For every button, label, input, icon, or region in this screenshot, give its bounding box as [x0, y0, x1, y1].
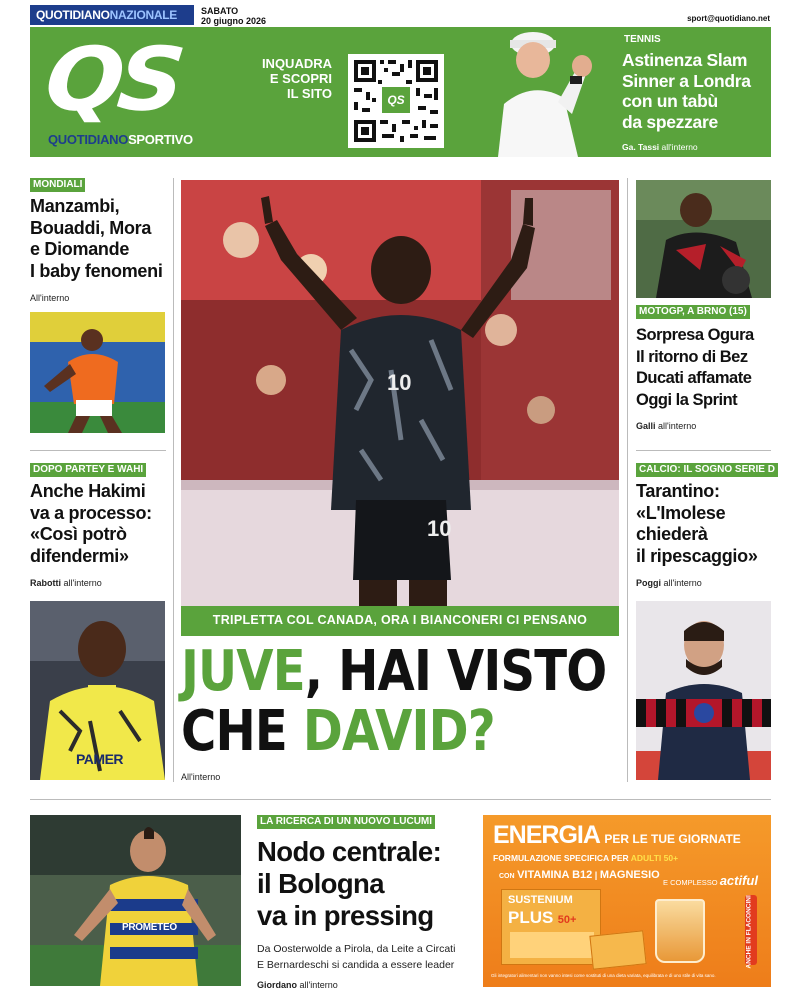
- main-banner-text: TRIPLETTA COL CANADA, ORA I BIANCONERI CI PENSANO: [212, 613, 588, 627]
- hakimi-photo: [30, 601, 165, 780]
- ad-complesso: E COMPLESSO actiful: [663, 873, 758, 888]
- hakimi-jersey-sponsor: PAMER: [76, 751, 124, 767]
- bologna-credit: Giordano all'interno: [257, 980, 338, 990]
- sinner-photo: [478, 14, 602, 157]
- hakimi-kicker: DOPO PARTEY E WAHI: [30, 463, 146, 477]
- ad-product-box: [501, 889, 601, 965]
- main-credit: All'interno: [181, 772, 221, 782]
- motogp-headline[interactable]: Sorpresa Ogura Il ritorno di Bez Ducati affamate Oggi la Sprint: [636, 326, 754, 409]
- mondiali-credit: All'interno: [30, 293, 70, 303]
- ad-product-plus: PLUS 50+: [508, 908, 577, 927]
- qs-logo-text: QS: [40, 28, 184, 131]
- bologna-headline[interactable]: Nodo centrale: il Bologna va in pressing: [257, 836, 442, 931]
- ad-product-name: SUSTENIUM: [508, 894, 573, 906]
- main-headline[interactable]: [181, 639, 607, 764]
- qr-prompt: INQUADRA E SCOPRI IL SITO: [261, 56, 332, 101]
- hakimi-headline[interactable]: Anche Hakimi va a processo: «Così potrò difendermi»: [30, 481, 152, 566]
- qr-center-logo: QS: [387, 93, 405, 107]
- main-headline-line2: CHE DAVID?: [181, 699, 495, 764]
- serie-d-credit: Poggi all'interno: [636, 578, 702, 588]
- tennis-headline[interactable]: Astinenza Slam Sinner a Londra con un tabù da spezzare: [622, 50, 751, 132]
- right-divider-1: [636, 450, 771, 451]
- mondiali-headline[interactable]: Manzambi, Bouaddi, Mora e Diomande I baby fenomeni: [30, 196, 163, 281]
- tennis-credit: Ga. Tassi all'interno: [622, 142, 698, 152]
- motogp-kicker: MOTOGP, A BRNO (15): [636, 305, 750, 319]
- ad-sachet: [589, 930, 646, 969]
- mondiali-photo: [30, 312, 165, 433]
- ad-subtitle: FORMULAZIONE SPECIFICA PER ADULTI 50+: [493, 853, 679, 863]
- logo-subtitle: QUOTIDIANOSPORTIVO: [48, 132, 193, 147]
- serie-d-headline[interactable]: Tarantino: «L'Imolese chiederà il ripescaggio»: [636, 481, 758, 566]
- issue-date: 20 giugno 2026: [201, 16, 267, 26]
- bologna-jersey-sponsor: PROMETEO: [122, 922, 177, 933]
- left-divider-1: [30, 450, 166, 451]
- main-headline-line1: JUVE, HAI VISTO: [181, 639, 607, 704]
- bologna-kicker: LA RICERCA DI UN NUOVO LUCUMI: [257, 815, 435, 829]
- jersey-number: 10: [387, 370, 412, 395]
- sustenium-ad[interactable]: [483, 815, 771, 987]
- contact-email[interactable]: sport@quotidiano.net: [687, 14, 770, 23]
- shorts-number: 10: [427, 516, 452, 541]
- ad-ingredients: CON VITAMINA B12 | MAGNESIO: [499, 869, 660, 881]
- mondiali-kicker: MONDIALI: [30, 178, 85, 192]
- david-photo: [181, 180, 619, 606]
- right-column-rule: [627, 178, 628, 782]
- tennis-kicker: TENNIS: [624, 34, 661, 45]
- hakimi-credit: Rabotti all'interno: [30, 578, 102, 588]
- serie-d-kicker: CALCIO: IL SOGNO SERIE D: [636, 463, 778, 477]
- motogp-photo: [636, 180, 771, 298]
- qs-logo: [40, 28, 216, 131]
- ad-title: ENERGIA PER LE TUE GIORNATE: [493, 821, 741, 849]
- ad-fine-print: Gli integratori alimentari non vanno intesi come sostituti di una dieta variata, equilibrata e di uno stile di vita sano.: [491, 973, 716, 978]
- qr-code[interactable]: [348, 54, 444, 148]
- ad-side-text: ANCHE IN FLACONCINI: [745, 895, 753, 969]
- bottom-divider: [30, 799, 771, 800]
- left-column-rule: [173, 178, 174, 782]
- brand-name: QUOTIDIANONAZIONALE: [36, 8, 177, 22]
- bologna-deck: Da Oosterwolde a Pirola, da Leite a Circati E Bernardeschi si candida a essere leader: [257, 943, 456, 971]
- motogp-credit: Galli all'interno: [636, 421, 697, 431]
- issue-day: SABATO: [201, 6, 239, 16]
- ad-product-graphic: [510, 932, 594, 958]
- ad-glass: [655, 899, 705, 963]
- tarantino-photo: [636, 601, 771, 780]
- bologna-photo: [30, 815, 241, 986]
